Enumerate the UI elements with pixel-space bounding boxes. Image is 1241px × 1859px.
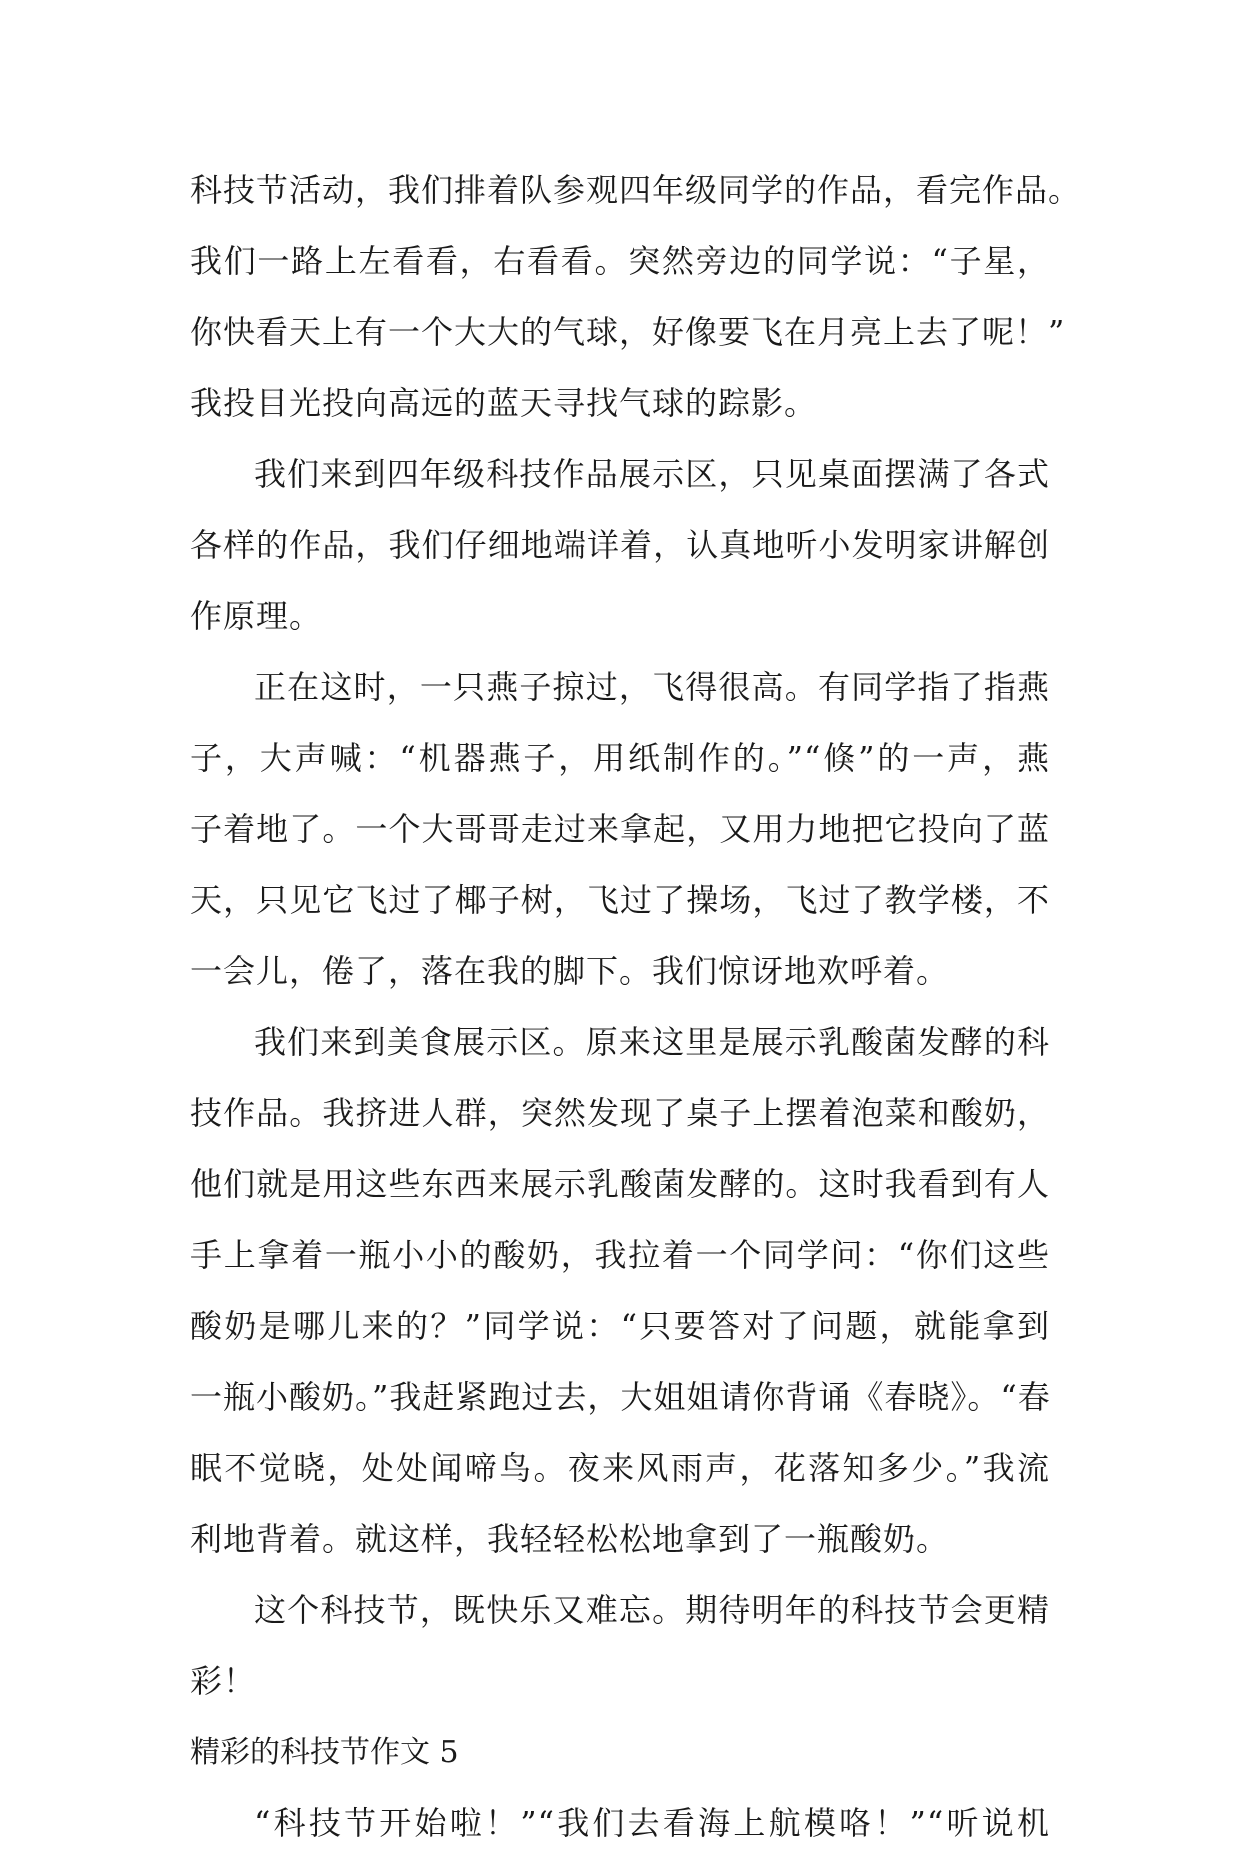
text-line: 你快看天上有一个大大的气球，好像要飞在月亮上去了呢！” — [190, 313, 1066, 351]
text-line: 子，大声喊：“机器燕子，用纸制作的。”“倏”的一声，燕 — [190, 739, 1050, 777]
text-line: 我投目光投向高远的蓝天寻找气球的踪影。 — [190, 384, 818, 422]
text-line: 我们来到四年级科技作品展示区，只见桌面摆满了各式 — [254, 455, 1050, 493]
text-line: 这个科技节，既快乐又难忘。期待明年的科技节会更精 — [254, 1591, 1050, 1629]
text-line: 一会儿，倦了，落在我的脚下。我们惊讶地欢呼着。 — [190, 952, 950, 990]
article-body — [190, 155, 1082, 1859]
text-line: 正在这时，一只燕子掠过，飞得很高。有同学指了指燕 — [254, 668, 1050, 706]
text-line: 各样的作品，我们仔细地端详着，认真地听小发明家讲解创 — [190, 526, 1050, 564]
text-line: 手上拿着一瓶小小的酸奶，我拉着一个同学问：“你们这些 — [190, 1236, 1050, 1274]
text-line: 我们来到美食展示区。原来这里是展示乳酸菌发酵的科 — [254, 1023, 1050, 1061]
text-line: 子着地了。一个大哥哥走过来拿起，又用力地把它投向了蓝 — [190, 810, 1050, 848]
text-line: 眠不觉晓，处处闻啼鸟。夜来风雨声，花落知多少。”我流 — [190, 1449, 1050, 1487]
text-line: 我们一路上左看看，右看看。突然旁边的同学说：“子星， — [190, 242, 1050, 280]
text-line: 作原理。 — [190, 597, 323, 635]
text-line: “科技节开始啦！”“我们去看海上航模咯！”“听说机 — [254, 1804, 1050, 1842]
text-line: 一瓶小酸奶。”我赶紧跑过去，大姐姐请你背诵《春晓》。“春 — [190, 1378, 1051, 1416]
text-line: 技作品。我挤进人群，突然发现了桌子上摆着泡菜和酸奶， — [190, 1094, 1050, 1132]
section-title: 精彩的科技节作文 5 — [190, 1735, 459, 1770]
text-line: 科技节活动，我们排着队参观四年级同学的作品，看完作品。 — [190, 171, 1082, 209]
text-line: 他们就是用这些东西来展示乳酸菌发酵的。这时我看到有人 — [190, 1165, 1050, 1203]
text-line: 彩！ — [190, 1662, 257, 1700]
text-line: 天，只见它飞过了椰子树，飞过了操场，飞过了教学楼，不 — [190, 881, 1050, 919]
text-line: 酸奶是哪儿来的？”同学说：“只要答对了问题，就能拿到 — [190, 1307, 1050, 1345]
text-line: 利地背着。就这样，我轻轻松松地拿到了一瓶酸奶。 — [190, 1520, 950, 1558]
